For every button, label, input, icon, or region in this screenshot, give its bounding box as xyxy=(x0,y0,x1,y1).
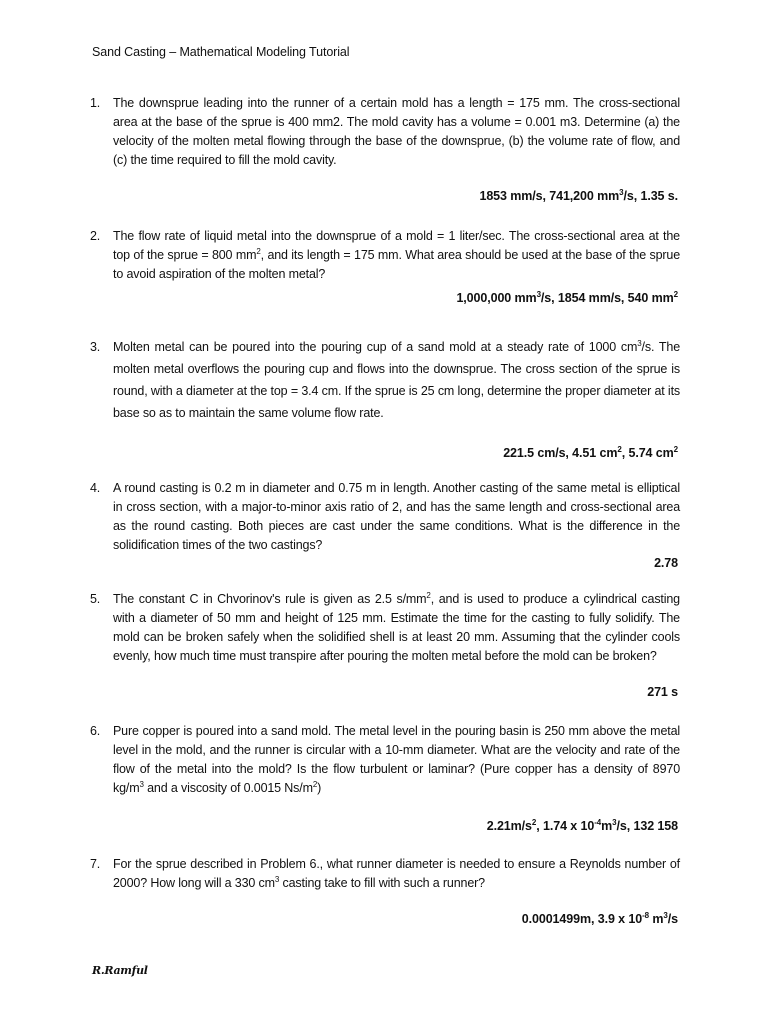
answer-3: 221.5 cm/s, 4.51 $cm^2$, 5.74 $cm^2$ xyxy=(503,444,678,460)
question-3 xyxy=(90,336,680,424)
question-number: 1. xyxy=(90,96,101,110)
page-title: Sand Casting – Mathematical Modeling Tutorial xyxy=(92,45,350,59)
question-text: Molten metal can be poured into the pouring cup of a sand mold at a steady rate of 1000 $cm^3/s$. The molten metal overflows the pouring cup and flows into the downsprue. The cross section of the sprue is round, with a diameter at the top = 3.4 cm. If the sprue is 25 cm long, determine the proper diameter at its base so as to maintain the same volume flow rate. xyxy=(113,338,680,420)
question-number: 6. xyxy=(90,724,101,738)
question-text: For the sprue described in Problem 6., what runner diameter is needed to ensure a Reynolds number of 2000? How long will a 330 $cm^3$ casting take to fill with such a runner? xyxy=(113,857,680,890)
question-1 xyxy=(90,94,680,170)
question-text: A round casting is 0.2 m in diameter and 0.75 m in length. Another casting of the same metal is elliptical in cross section, with a major-to-minor axis ratio of 2, and has the same length and cross-sectional area as the round casting. Both pieces are cast under the same conditions. What is the difference in the solidification times of the two castings? xyxy=(113,481,680,552)
question-7 xyxy=(90,855,680,893)
answer-5: 271 s xyxy=(647,685,678,699)
question-number: 5. xyxy=(90,592,101,606)
answer-1: 1853 mm/s, 741,200 $mm^3/s$, 1.35 s. xyxy=(479,187,678,203)
question-6 xyxy=(90,722,680,798)
answer-2: 1,000,000 $mm^3/s$, 1854 mm/s, 540 $mm^2$ xyxy=(456,289,678,305)
question-text: Pure copper is poured into a sand mold. The metal level in the pouring basin is 250 mm above the metal level in the mold, and the runner is circular with a 10-mm diameter. What are the velocity and rate of the flow of the metal into the mold? Is the flow turbulent or laminar? (Pure copper has a density of 8970 $kg/m^3$ and a viscosity of 0.0015 $Ns/m^2$) xyxy=(113,724,680,795)
question-number: 2. xyxy=(90,229,101,243)
question-number: 7. xyxy=(90,857,101,871)
question-text: The constant C in Chvorinov's rule is given as 2.5 $s/mm^2$, and is used to produce a cylindrical casting with a diameter of 50 mm and height of 125 mm. Estimate the time for the casting to fully solidify. The mold can be broken safely when the solidified shell is at least 20 mm. Assuming that the cylinder cools evenly, how much time must transpire after pouring the molten metal before the mold can be broken? xyxy=(113,590,680,663)
question-2 xyxy=(90,227,680,284)
question-number: 4. xyxy=(90,481,101,495)
question-5 xyxy=(90,590,680,666)
question-text: The flow rate of liquid metal into the downsprue of a mold = 1 liter/sec. The cross-sectional area at the top of the sprue = 800 $mm^2$, and its length = 175 mm. What area should be used at the base of the sprue to avoid aspiration of the molten metal? xyxy=(113,229,680,281)
answer-7: 0.0001499m, 3.9 x $10^{-8}$ $m^3/s$ xyxy=(521,910,678,926)
answer-6: $2.21m/s^2$, 1.74 x $10^{-4}m^3/s$, 132 158 xyxy=(486,817,678,833)
answer-4: 2.78 xyxy=(654,556,678,570)
author-signature: R.Ramful xyxy=(92,964,148,977)
question-number: 3. xyxy=(90,340,101,354)
question-text: The downsprue leading into the runner of a certain mold has a length = 175 mm. The cross-sectional area at the base of the sprue is 400 mm2. The mold cavity has a volume = 0.001 m3. Determine (a) the velocity of the molten metal flowing through the base of the downsprue, (b) the volume rate of flow, and (c) the time required to fill the mold cavity. xyxy=(113,96,680,167)
question-4 xyxy=(90,479,680,555)
